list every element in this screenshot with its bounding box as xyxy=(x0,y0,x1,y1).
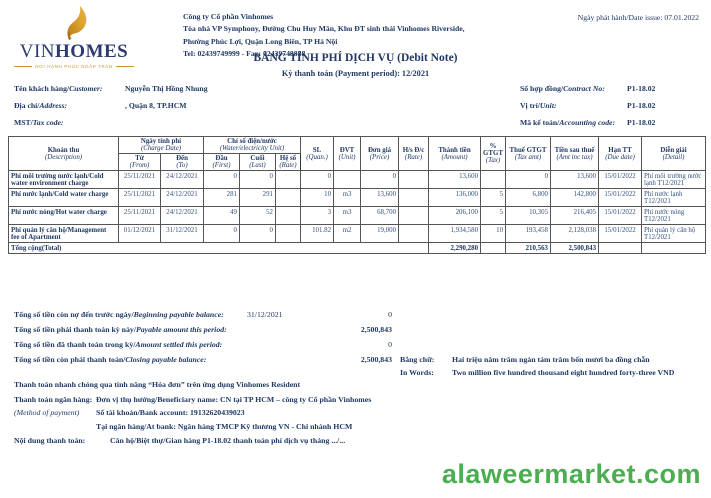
spacer-label xyxy=(14,420,96,433)
table-row xyxy=(9,225,706,243)
customer-name: Nguyễn Thị Hồng Nhung xyxy=(125,84,208,93)
col-header-unit: ĐVT (Unit) xyxy=(334,137,361,171)
summary-row xyxy=(14,310,703,325)
summary-value: 2,500,843 xyxy=(360,325,392,334)
bank-payment-label: Thanh toán ngân hàng: xyxy=(14,395,93,404)
cell-due: 15/01/2022 xyxy=(599,189,642,207)
bank-account: Số tài khoản/Bank account: 19132620439023 xyxy=(96,408,245,418)
cell-detail: Phí nước lạnh T12/2021 xyxy=(642,189,706,207)
cell-first: 49 xyxy=(204,207,240,225)
col-header-detail: Diễn giải (Detail) xyxy=(642,137,706,171)
cell-last: 0 xyxy=(240,171,276,189)
cell-tax_amt: 10,305 xyxy=(506,207,551,225)
cell-amount: 13,600 xyxy=(429,171,481,189)
logo-tagline: NƠI HẠNH PHÚC NGẬP TRÀN xyxy=(14,64,134,69)
cell-first: 0 xyxy=(204,225,240,243)
total-total: 2,500,843 xyxy=(551,243,599,254)
cell-rate xyxy=(276,207,301,225)
summary-row xyxy=(14,325,703,340)
customer-block xyxy=(14,84,703,135)
cell-from: 25/11/2021 xyxy=(119,189,161,207)
table-row xyxy=(9,207,706,225)
cell-price: 0 xyxy=(361,171,399,189)
cell-amount: 206,100 xyxy=(429,207,481,225)
cell-desc: Phí nước nóng/Hot water charge xyxy=(9,207,119,225)
in-words-en-value: Two million five hundred thousand eight hundred forty-three VND xyxy=(452,368,675,377)
cell-total: 216,405 xyxy=(551,207,599,225)
cell-last: 291 xyxy=(240,189,276,207)
cell-total: 142,800 xyxy=(551,189,599,207)
cell-qty: 10 xyxy=(301,189,334,207)
col-header-quantity: SL (Quan.) xyxy=(301,137,334,171)
fee-table-body xyxy=(9,171,706,254)
col-header-charge-date: Ngày tính phí (Charge Date) xyxy=(119,137,204,154)
cell-detail: Phí môi trường nước lạnh T12/2021 xyxy=(642,171,706,189)
company-telfax: Tel: 02439749999 - Fax: 02439748888 xyxy=(183,48,306,58)
unit-value: P1-18.02 xyxy=(627,101,656,110)
method-of-payment-label: (Method of payment) xyxy=(14,408,80,418)
cell-total: 13,600 xyxy=(551,171,599,189)
col-header-from: Từ (From) xyxy=(119,154,161,171)
cell-to: 31/12/2021 xyxy=(161,225,204,243)
payment-block xyxy=(14,380,703,448)
summary-label: Tổng số tiền phải thanh toán kỳ này/Payable amount this period: xyxy=(14,325,227,334)
col-header-amount: Thành tiền (Amount) xyxy=(429,137,481,171)
total-amount: 2,290,280 xyxy=(429,243,481,254)
unit-label: Vị trí/Unit: xyxy=(520,101,557,110)
payment-period: Kỳ thanh toán (Payment period): 12/2021 xyxy=(281,69,430,78)
cell-desc: Phí quản lý căn hộ/Management fee of Apartment xyxy=(9,225,119,243)
summary-label: Tổng số tiền còn phải thanh toán/Closing payable balance: xyxy=(14,355,207,364)
cell-price: 13,600 xyxy=(361,189,399,207)
company-name: Công ty Cổ phần Vinhomes xyxy=(183,12,274,21)
flame-icon xyxy=(14,5,134,41)
cell-from: 25/11/2021 xyxy=(119,207,161,225)
cell-qty: 3 xyxy=(301,207,334,225)
cell-tax_pct: 10 xyxy=(481,225,506,243)
cell-unit: m3 xyxy=(334,189,361,207)
fee-table xyxy=(8,136,706,254)
cell-due: 15/01/2022 xyxy=(599,225,642,243)
contract-no: P1-18.02 xyxy=(627,84,656,93)
cell-tax_amt: 6,800 xyxy=(506,189,551,207)
summary-block xyxy=(14,310,703,377)
cell-desc: Phí nước lạnh/Cold water charge xyxy=(9,189,119,207)
cell-amount: 136,000 xyxy=(429,189,481,207)
cell-tax_amt: 193,458 xyxy=(506,225,551,243)
col-header-description: Khoản thu (Description) xyxy=(9,137,119,171)
accounting-code: P1-18.02 xyxy=(627,118,656,127)
logo-wordmark: VINHOMES xyxy=(19,41,129,62)
payment-content: Căn hộ/Biệt thự/Gian hàng P1-18.02 thanh toán phí dịch vụ tháng .../... xyxy=(110,436,346,446)
cell-amount: 1,934,580 xyxy=(429,225,481,243)
cell-qty: 101.82 xyxy=(301,225,334,243)
address-label: Địa chỉ/Address: xyxy=(14,101,68,110)
cell-first: 281 xyxy=(204,189,240,207)
total-label: Tổng cộng(Total) xyxy=(9,243,429,254)
in-words-vi-value: Hai triệu năm trăm ngàn tám trăm bốn mươi ba đồng chẵn xyxy=(452,355,650,364)
cell-rate xyxy=(276,225,301,243)
cell-last: 52 xyxy=(240,207,276,225)
fee-table-header xyxy=(9,137,706,171)
cell-tax_pct: 5 xyxy=(481,207,506,225)
cell-tax_amt: 0 xyxy=(506,171,551,189)
cell-hs xyxy=(399,189,429,207)
cell-first: 0 xyxy=(204,171,240,189)
cell-tax_pct xyxy=(481,171,506,189)
summary-row xyxy=(14,340,703,355)
cell-due: 15/01/2022 xyxy=(599,171,642,189)
summary-value: 0 xyxy=(388,310,392,319)
summary-value: 2,500,843 xyxy=(360,355,392,364)
cell-unit: m2 xyxy=(334,225,361,243)
total-tax_amt: 210,563 xyxy=(506,243,551,254)
col-header-to: Đến (To) xyxy=(161,154,204,171)
quick-pay-note: Thanh toán nhanh chóng qua tính năng “Hóa đơn” trên ứng dụng Vinhomes Resident xyxy=(14,380,301,389)
cell-to: 24/12/2021 xyxy=(161,171,204,189)
col-header-due-date: Hạn TT (Due date) xyxy=(599,137,642,171)
beneficiary-name: Đơn vị thụ hưởng/Beneficiary name: CN tại TP HCM – công ty Cổ phần Vinhomes xyxy=(96,395,372,404)
company-address-line2: Phường Phúc Lợi, Quận Long Biên, TP Hà Nội xyxy=(183,36,338,46)
col-header-amount-inc-tax: Tiền sau thuế (Amt inc tax) xyxy=(551,137,599,171)
col-header-meter: Chỉ số điện/nước (Water/electricity Unit) xyxy=(204,137,301,154)
cell-rate xyxy=(276,171,301,189)
summary-date: 31/12/2021 xyxy=(247,310,283,319)
watermark-text: alaweermarket.com xyxy=(441,459,701,489)
table-total-row xyxy=(9,243,706,254)
table-row xyxy=(9,189,706,207)
total-detail xyxy=(642,243,706,254)
cell-due: 15/01/2022 xyxy=(599,207,642,225)
col-header-first: Đầu (First) xyxy=(204,154,240,171)
summary-label: Tổng số tiền còn nợ đến trước ngày/Beginning payable balance: xyxy=(14,310,224,319)
customer-name-label: Tên khách hàng/Customer: xyxy=(14,84,103,93)
cell-unit: m3 xyxy=(334,207,361,225)
cell-total: 2,128,038 xyxy=(551,225,599,243)
summary-value: 0 xyxy=(388,340,392,349)
cell-from: 25/11/2021 xyxy=(119,171,161,189)
cell-price: 19,000 xyxy=(361,225,399,243)
in-words-en-label: In Words: xyxy=(400,368,434,377)
bank-name: Tại ngân hàng/At bank: Ngân hàng TMCP Kỹ thương VN - Chi nhánh HCM xyxy=(96,421,353,431)
date-issue: Ngày phát hành/Date issue: 07.01.2022 xyxy=(577,13,699,22)
cell-unit xyxy=(334,171,361,189)
contract-no-label: Số hợp đồng/Contract No: xyxy=(520,84,605,93)
customer-address: , Quận 8, TP.HCM xyxy=(125,101,187,110)
tax-code-label: MST/Tax code: xyxy=(14,118,64,127)
accounting-code-label: Mã kế toán/Accounting code: xyxy=(520,118,616,127)
cell-detail: Phí nước nóng T12/2021 xyxy=(642,207,706,225)
col-header-rate: Hệ số (Rate) xyxy=(276,154,301,171)
cell-hs xyxy=(399,171,429,189)
summary-label: Tổng số tiền đã thanh toán trong kỳ/Amount settled this period: xyxy=(14,340,223,349)
in-words-vi-label: Bằng chữ: xyxy=(400,355,435,364)
document-title: BẢNG TÍNH PHÍ DỊCH VỤ (Debit Note) xyxy=(253,52,458,64)
col-header-last: Cuối (Last) xyxy=(240,154,276,171)
company-address-line1: Tòa nhà VP Symphony, Đường Chu Huy Mân, Khu ĐT sinh thái Vinhomes Riverside, xyxy=(183,24,465,34)
col-header-tax-percent: % GTGT (Tax) xyxy=(481,137,506,171)
cell-from: 01/12/2021 xyxy=(119,225,161,243)
total-tax_pct xyxy=(481,243,506,254)
table-row xyxy=(9,171,706,189)
payment-content-label: Nội dung thanh toán: xyxy=(14,436,86,446)
cell-desc: Phí môi trường nước lạnh/Cold water environment charge xyxy=(9,171,119,189)
cell-hs xyxy=(399,207,429,225)
cell-tax_pct: 5 xyxy=(481,189,506,207)
total-due xyxy=(599,243,642,254)
cell-hs xyxy=(399,225,429,243)
col-header-adjust-rate: H/s Đ/c (Rate) xyxy=(399,137,429,171)
amount-in-words xyxy=(400,355,703,381)
cell-price: 68,700 xyxy=(361,207,399,225)
cell-to: 24/12/2021 xyxy=(161,207,204,225)
cell-to: 24/12/2021 xyxy=(161,189,204,207)
cell-detail: Phí quản lý căn hộ T12/2021 xyxy=(642,225,706,243)
col-header-price: Đơn giá (Price) xyxy=(361,137,399,171)
col-header-tax-amount: Thuế GTGT (Tax amt) xyxy=(506,137,551,171)
cell-last: 0 xyxy=(240,225,276,243)
cell-qty: 0 xyxy=(301,171,334,189)
cell-rate xyxy=(276,189,301,207)
